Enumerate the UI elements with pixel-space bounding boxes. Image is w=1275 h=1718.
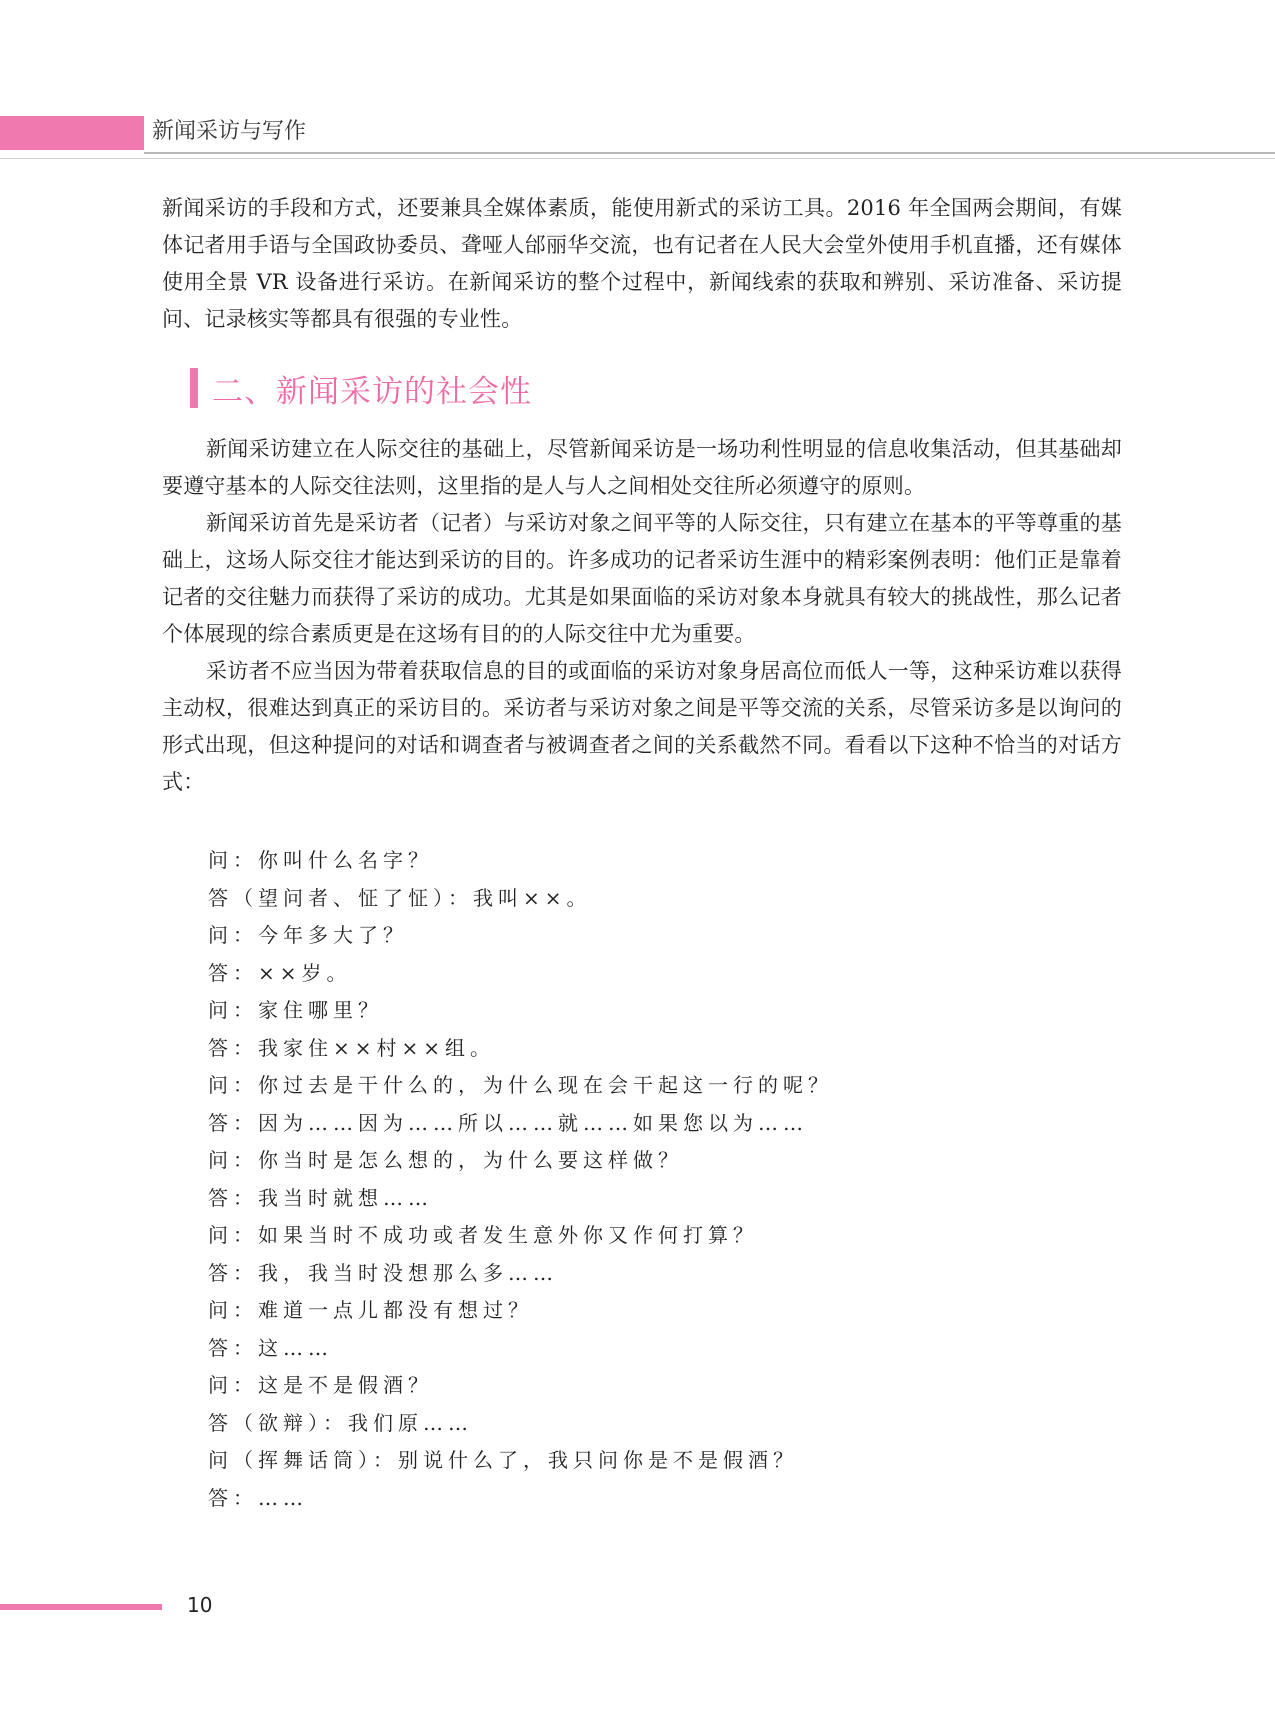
dialogue-line: 答（望问者、怔了怔）：我叫××。 [208,885,592,910]
dialogue-line: 问：这是不是假酒？ [208,1373,433,1397]
section-body [162,431,1122,801]
dialogue-line: 问：今年多大了？ [208,923,408,947]
dialogue-line: 问：你叫什么名字？ [208,848,433,872]
page-number: 10 [187,1593,213,1617]
dialogue-line: 问：家住哪里？ [208,998,383,1022]
dialogue-line: 问：如果当时不成功或者发生意外你又作何打算？ [208,1223,758,1247]
dialogue-line: 答：我，我当时没想那么多…… [208,1260,558,1285]
dialogue-line: 问（挥舞话筒）：别说什么了，我只问你是不是假酒？ [208,1448,798,1472]
dialogue-line: 问：你当时是怎么想的，为什么要这样做？ [208,1148,683,1172]
header-rule-secondary [0,158,1275,159]
dialogue-line: 答：我当时就想…… [208,1185,433,1210]
body-paragraph: 新闻采访建立在人际交往的基础上，尽管新闻采访是一场功利性明显的信息收集活动，但其基础却要遵守基本的人际交往法则，这里指的是人与人之间相处交往所必须遵守的原则。 [162,437,1122,498]
body-paragraph: 采访者不应当因为带着获取信息的目的或面临的采访对象身居高位而低人一等，这种采访难以获得主动权，很难达到真正的采访目的。采访者与采访对象之间是平等交流的关系，尽管采访多是以询问的形式出现，但这种提问的对话和调查者与被调查者之间的关系截然不同。看看以下这种不恰当的对话方式： [162,659,1122,794]
header-rule [144,152,1275,154]
dialogue-line: 答：××岁。 [208,960,352,985]
running-header-title: 新闻采访与写作 [152,119,307,144]
dialogue-block [208,842,833,1517]
body-paragraph: 新闻采访首先是采访者（记者）与采访对象之间平等的人际交往，只有建立在基本的平等尊重的基础上，这场人际交往才能达到采访的目的。许多成功的记者采访生涯中的精彩案例表明：他们正是靠着记者的交往魅力而获得了采访的成功。尤其是如果面临的采访对象本身就具有较大的挑战性，那么记者个体展现的综合素质更是在这场有目的的人际交往中尤为重要。 [162,511,1122,646]
dialogue-line: 答：这…… [208,1335,333,1360]
header-accent-bar [0,116,144,150]
dialogue-line: 问：难道一点儿都没有想过？ [208,1298,533,1322]
dialogue-line: 答（欲辩）：我们原…… [208,1410,473,1435]
intro-paragraph: 新闻采访的手段和方式，还要兼具全媒体素质，能使用新式的采访工具。2016 年全国两会期间，有媒体记者用手语与全国政协委员、聋哑人邰丽华交流，也有记者在人民大会堂外使用手机直播，还有媒体使用全景 VR 设备进行采访。在新闻采访的整个过程中，新闻线索的获取和辨别、采访准备、采访提问、记录核实等都具有很强的专业性。 [162,196,1122,331]
dialogue-line: 答：…… [208,1485,308,1510]
section-marker [190,368,198,408]
section-heading [190,365,532,411]
footer-accent-bar [0,1604,162,1610]
dialogue-line: 答：我家住××村××组。 [208,1035,496,1060]
dialogue-line: 问：你过去是干什么的，为什么现在会干起这一行的呢？ [208,1073,833,1097]
intro-paragraph-block [162,190,1122,338]
section-title: 二、新闻采访的社会性 [212,373,532,410]
dialogue-line: 答：因为……因为……所以……就……如果您以为…… [208,1110,808,1135]
